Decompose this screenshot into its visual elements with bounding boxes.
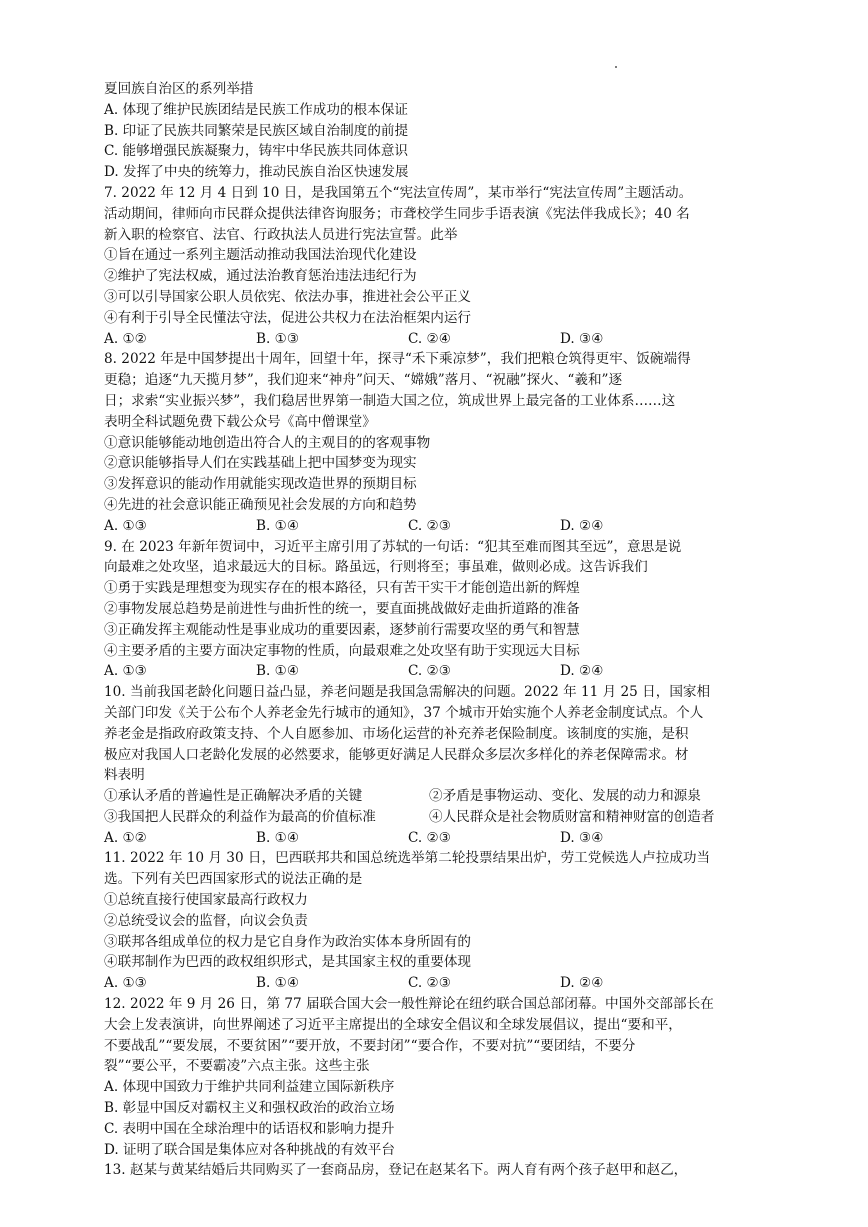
answer-option: B. 彰显中国反对霸权主义和强权政治的政治立场 — [104, 1100, 395, 1117]
choice-a: A. ①② — [104, 330, 147, 347]
choice-a: A. ①② — [104, 829, 147, 846]
answer-option: C. 能够增强民族凝聚力，铸牢中华民族共同体意识 — [104, 143, 409, 160]
question-12-text: 不要战乱”“要发展，不要贫困”“要开放，不要封闭”“要合作，不要对抗”“要团结，不要分 — [104, 1037, 636, 1054]
statement-item: ①旨在通过一系列主题活动推动我国法治现代化建设 — [104, 247, 417, 264]
statement-pair — [104, 786, 774, 807]
choice-a: A. ①③ — [104, 517, 147, 534]
statement-item: ④人民群众是社会物质财富和精神财富的创造者 — [429, 808, 715, 825]
statement-item: ②矛盾是事物运动、变化、发展的动力和源泉 — [429, 788, 701, 805]
question-11-text: 11. 2022 年 10 月 30 日，巴西联邦共和国总统选举第二轮投票结果出炉，劳工党候选人卢拉成功当 — [104, 850, 711, 867]
question-8-text: 8. 2022 年是中国梦提出十周年，回望十年，探寻“禾下乘凉梦”，我们把粮仓筑得更牢、饭碗端得 — [104, 351, 691, 368]
statement-item: ①承认矛盾的普遍性是正确解决矛盾的关键 — [104, 788, 363, 805]
answer-option: A. 体现了维护民族团结是民族工作成功的根本保证 — [104, 101, 408, 118]
choice-a: A. ①③ — [104, 663, 147, 680]
statement-item: ④先进的社会意识能正确预见社会发展的方向和趋势 — [104, 496, 417, 513]
question-10-text: 10. 当前我国老龄化问题日益凸显，养老问题是我国急需解决的问题。2022 年 11 月 25 日，国家相 — [104, 684, 711, 701]
statement-item: ③我国把人民群众的利益作为最高的价值标准 — [104, 808, 376, 825]
answer-choices — [104, 661, 774, 682]
question-8-text: 更稳；追逐“九天揽月梦”，我们迎来“神舟”问天、“嫦娥”落月、“祝融”探火、“羲和”逐 — [104, 372, 623, 389]
answer-choices — [104, 516, 774, 537]
page-content — [104, 79, 774, 1181]
statement-item: ③正确发挥主观能动性是事业成功的重要因素，逐梦前行需要攻坚的勇气和智慧 — [104, 621, 580, 638]
choice-b: B. ①④ — [256, 829, 300, 846]
question-10-text: 养老金是指政府政策支持、个人自愿参加、市场化运营的补充养老保险制度。该制度的实施，是积 — [104, 725, 689, 742]
choice-c: C. ②③ — [408, 517, 451, 534]
statement-item: ③可以引导国家公职人员依宪、依法办事，推进社会公平正义 — [104, 288, 472, 305]
choice-d: D. ②④ — [560, 517, 604, 534]
answer-choices — [104, 828, 774, 849]
question-13-text: 13. 赵某与黄某结婚后共同购买了一套商品房，登记在赵某名下。两人育有两个孩子赵甲和赵乙， — [104, 1162, 688, 1179]
statement-item: ②维护了宪法权威，通过法治教育惩治违法违纪行为 — [104, 268, 417, 285]
statement-item: ②意识能够指导人们在实践基础上把中国梦变为现实 — [104, 455, 417, 472]
question-stem: 夏回族自治区的系列举措 — [104, 81, 254, 97]
choice-b: B. ①④ — [256, 663, 300, 680]
choice-b: B. ①④ — [256, 517, 300, 534]
question-10-text: 极应对我国人口老龄化发展的必然要求，能够更好满足人民群众多层次多样化的养老保障需求。材 — [104, 746, 689, 763]
question-7-text: 活动期间，律师向市民群众提供法律咨询服务；市聋校学生同步手语表演《宪法伴我成长》；40 名 — [104, 205, 690, 222]
answer-option: C. 表明中国在全球治理中的话语权和影响力提升 — [104, 1120, 395, 1137]
statement-item: ③联邦各组成单位的权力是它自身作为政治实体本身所固有的 — [104, 933, 472, 950]
question-10-text: 料表明 — [104, 767, 145, 784]
answer-option: D. 发挥了中央的统筹力，推动民族自治区快速发展 — [104, 164, 409, 181]
question-12-text: 大会上发表演讲，向世界阐述了习近平主席提出的全球安全倡议和全球发展倡议，提出“要和平， — [104, 1016, 682, 1033]
choice-b: B. ①③ — [256, 330, 300, 347]
statement-item: ④联邦制作为巴西的政权组织形式，是其国家主权的重要体现 — [104, 954, 472, 971]
statement-item: ④主要矛盾的主要方面决定事物的性质，向最艰难之处攻坚有助于实现远大目标 — [104, 642, 580, 659]
question-9-text: 向最难之处攻坚，追求最远大的目标。路虽远，行则将至；事虽难，做则必成。这告诉我们 — [104, 559, 648, 576]
choice-d: D. ③④ — [560, 330, 604, 347]
choice-b: B. ①④ — [256, 975, 300, 992]
choice-c: C. ②③ — [408, 829, 451, 846]
statement-pair — [104, 807, 774, 828]
choice-c: C. ②③ — [408, 663, 451, 680]
answer-choices — [104, 973, 774, 994]
statement-item: ④有利于引导全民懂法守法，促进公共权力在法治框架内运行 — [104, 309, 472, 326]
question-11-text: 选。下列有关巴西国家形式的说法正确的是 — [104, 871, 363, 888]
statement-item: ①总统直接行使国家最高行政权力 — [104, 892, 308, 909]
statement-item: ①勇于实践是理想变为现实存在的根本路径，只有苦干实干才能创造出新的辉煌 — [104, 580, 580, 597]
question-12-text: 裂”“要公平，不要霸凌”六点主张。这些主张 — [104, 1058, 370, 1075]
choice-d: D. ②④ — [560, 663, 604, 680]
choice-a: A. ①③ — [104, 975, 147, 992]
statement-item: ①意识能够能动地创造出符合人的主观目的的客观事物 — [104, 434, 431, 451]
question-8-text: 表明全科试题免费下载公众号《高中僧课堂》 — [104, 413, 376, 430]
question-7-text: 7. 2022 年 12 月 4 日到 10 日，是我国第五个“宪法宣传周”，某市举行“宪法宣传周”主题活动。 — [104, 184, 693, 201]
choice-c: C. ②③ — [408, 975, 451, 992]
answer-option: D. 证明了联合国是集体应对各种挑战的有效平台 — [104, 1141, 395, 1158]
choice-d: D. ③④ — [560, 829, 604, 846]
answer-choices — [104, 329, 774, 350]
stray-dot — [615, 66, 617, 68]
question-7-text: 新入职的检察官、法官、行政执法人员进行宪法宣誓。此举 — [104, 226, 458, 243]
choice-d: D. ②④ — [560, 975, 604, 992]
answer-option: A. 体现中国致力于维护共同利益建立国际新秩序 — [104, 1079, 395, 1096]
choice-c: C. ②④ — [408, 330, 451, 347]
statement-item: ③发挥意识的能动作用就能实现改造世界的预期目标 — [104, 476, 417, 493]
question-8-text: 日；求索“实业振兴梦”，我们稳居世界第一制造大国之位，筑成世界上最完备的工业体系……这 — [104, 392, 676, 409]
question-10-text: 关部门印发《关于公布个人养老金先行城市的通知》，37 个城市开始实施个人养老金制度试点。个人 — [104, 704, 704, 721]
question-9-text: 9. 在 2023 年新年贺词中，习近平主席引用了苏轼的一句话：“犯其至难而图其至远”，意思是说 — [104, 538, 682, 555]
answer-option: B. 印证了民族共同繁荣是民族区域自治制度的前提 — [104, 122, 409, 139]
statement-item: ②事物发展总趋势是前进性与曲折性的统一，要直面挑战做好走曲折道路的准备 — [104, 600, 580, 617]
statement-item: ②总统受议会的监督，向议会负责 — [104, 912, 308, 929]
question-12-text: 12. 2022 年 9 月 26 日，第 77 届联合国大会一般性辩论在纽约联合国总部闭幕。中国外交部部长在 — [104, 996, 714, 1013]
